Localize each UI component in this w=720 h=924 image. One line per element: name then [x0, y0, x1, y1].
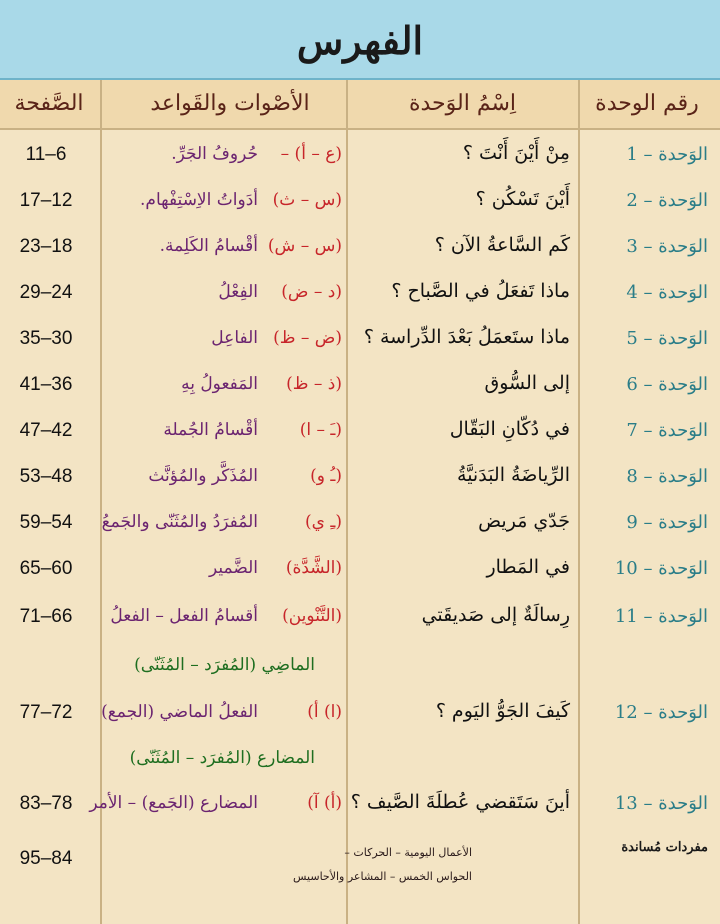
column-divider	[346, 80, 348, 924]
page-range: 65–60	[19, 558, 73, 579]
page-range: 29–24	[19, 282, 73, 303]
unit-name: جَدّي مَريض	[478, 510, 570, 532]
sound-pair: (ض – ظ)	[273, 328, 342, 348]
unit-name: إلى السُّوق	[484, 372, 570, 394]
header-unit-name: اِسْمُ الوَحدة	[408, 91, 517, 116]
unit-name: أَيْنَ تَسْكُن ؟	[475, 188, 570, 210]
grammar-rule-continued: المضارع (المُفرَد – المُثَنّى)	[129, 748, 315, 768]
sound-pair: (ـُ و)	[310, 466, 342, 486]
grammar-rule-continued: الماضِي (المُفرَد – المُثَنّى)	[134, 655, 315, 675]
sound-pair: (س – ث)	[272, 190, 342, 210]
page-range: 11–6	[25, 144, 67, 165]
unit-number: الوَحدة – 1	[626, 144, 708, 165]
unit-number: الوَحدة – 11	[614, 606, 708, 627]
unit-number: الوَحدة – 3	[626, 236, 708, 257]
sound-pair: (التَّنْوين)	[282, 606, 342, 626]
table-header	[0, 80, 720, 130]
grammar-rule: المضارع (الجَمع) – الأمر	[89, 793, 258, 813]
sound-pair: (س – ش)	[267, 236, 342, 256]
support-line-1: الأعمال اليومية – الحركات –	[344, 846, 472, 859]
page-range: 77–72	[19, 702, 73, 723]
unit-name: في دُكّانِ البَقّال	[449, 418, 570, 440]
support-pages: 95–84	[19, 848, 73, 869]
grammar-rule: حُروفُ الجَرِّ.	[171, 144, 258, 164]
sound-pair: (ع – أ) –	[280, 144, 342, 164]
page-title: الفهرس	[296, 18, 424, 63]
grammar-rule: المُفرَدُ والمُثَنّى والجَمعُ	[101, 512, 258, 532]
unit-name: رِسالَةٌ إلى صَديقَتي	[421, 604, 570, 626]
page-range: 41–36	[19, 374, 73, 395]
sound-pair: (ذ – ظ)	[286, 374, 342, 394]
sound-pair: (أ) آ)	[307, 793, 342, 813]
unit-name: كَيفَ الجَوُّ اليَوم ؟	[435, 700, 570, 722]
unit-number: الوَحدة – 8	[626, 466, 708, 487]
grammar-rule: أدَواتُ الاِسْتِفْهام.	[140, 190, 258, 210]
page-range: 47–42	[19, 420, 73, 441]
unit-number: الوَحدة – 9	[626, 512, 708, 533]
support-label: مفردات مُساندة	[621, 840, 708, 855]
grammar-rule: أقسامُ الفعل – الفعلُ	[110, 606, 258, 626]
unit-number: الوَحدة – 6	[626, 374, 708, 395]
grammar-rule: الفاعِل	[211, 328, 258, 348]
unit-name: أينَ سَتَقضي عُطلَةَ الصَّيف ؟	[350, 791, 570, 813]
page-range: 71–66	[19, 606, 73, 627]
unit-name: في المَطار	[486, 556, 570, 578]
unit-number: الوَحدة – 5	[626, 328, 708, 349]
sound-pair: (ـَ – ا)	[299, 420, 342, 440]
page-range: 59–54	[19, 512, 73, 533]
page-range: 17–12	[19, 190, 73, 211]
sound-pair: (الشَّدَّة)	[285, 558, 342, 578]
page-range: 35–30	[19, 328, 73, 349]
grammar-rule: أقْسامُ الكَلِمة.	[159, 236, 258, 256]
grammar-rule: أقْسامُ الجُملة	[163, 420, 258, 440]
unit-name: مِنْ أَيْنَ أَنْتَ ؟	[462, 142, 570, 164]
header-page: الصَّفحة	[14, 91, 84, 116]
column-divider	[578, 80, 580, 924]
grammar-rule: الفِعْلُ	[218, 282, 258, 302]
unit-number: الوَحدة – 10	[614, 558, 708, 579]
header-unit-number: رقم الوحدة	[595, 91, 699, 116]
sound-pair: (ـِ ي)	[305, 512, 342, 532]
grammar-rule: المَفعولُ بِهِ	[181, 374, 258, 394]
page-range: 23–18	[19, 236, 73, 257]
unit-number: الوَحدة – 13	[614, 793, 708, 814]
page-range: 53–48	[19, 466, 73, 487]
header-sounds-rules: الأصْوات والقَواعد	[150, 91, 310, 116]
sound-pair: (ا) أ)	[307, 702, 342, 722]
unit-name: ماذا ستَعمَلُ بَعْدَ الدِّراسة ؟	[363, 326, 570, 348]
sound-pair: (د – ض)	[281, 282, 342, 302]
unit-number: الوَحدة – 4	[626, 282, 708, 303]
unit-number: الوَحدة – 12	[614, 702, 708, 723]
title-bar	[0, 0, 720, 80]
grammar-rule: المُذَكَّر والمُؤنَّث	[148, 466, 258, 486]
grammar-rule: الفعلُ الماضي (الجمع)	[101, 702, 258, 722]
grammar-rule: الضَّمير	[209, 558, 258, 578]
support-line-2: الحواس الخمس – المشاعر والأحاسيس	[293, 870, 472, 883]
unit-name: ماذا تَفعَلُ في الصَّباح ؟	[391, 280, 570, 302]
unit-name: الرِّياضَةُ البَدَنيَّةُ	[457, 464, 570, 486]
page-range: 83–78	[19, 793, 73, 814]
unit-number: الوَحدة – 2	[626, 190, 708, 211]
unit-number: الوَحدة – 7	[626, 420, 708, 441]
unit-name: كَم السَّاعةُ الآن ؟	[434, 234, 570, 256]
